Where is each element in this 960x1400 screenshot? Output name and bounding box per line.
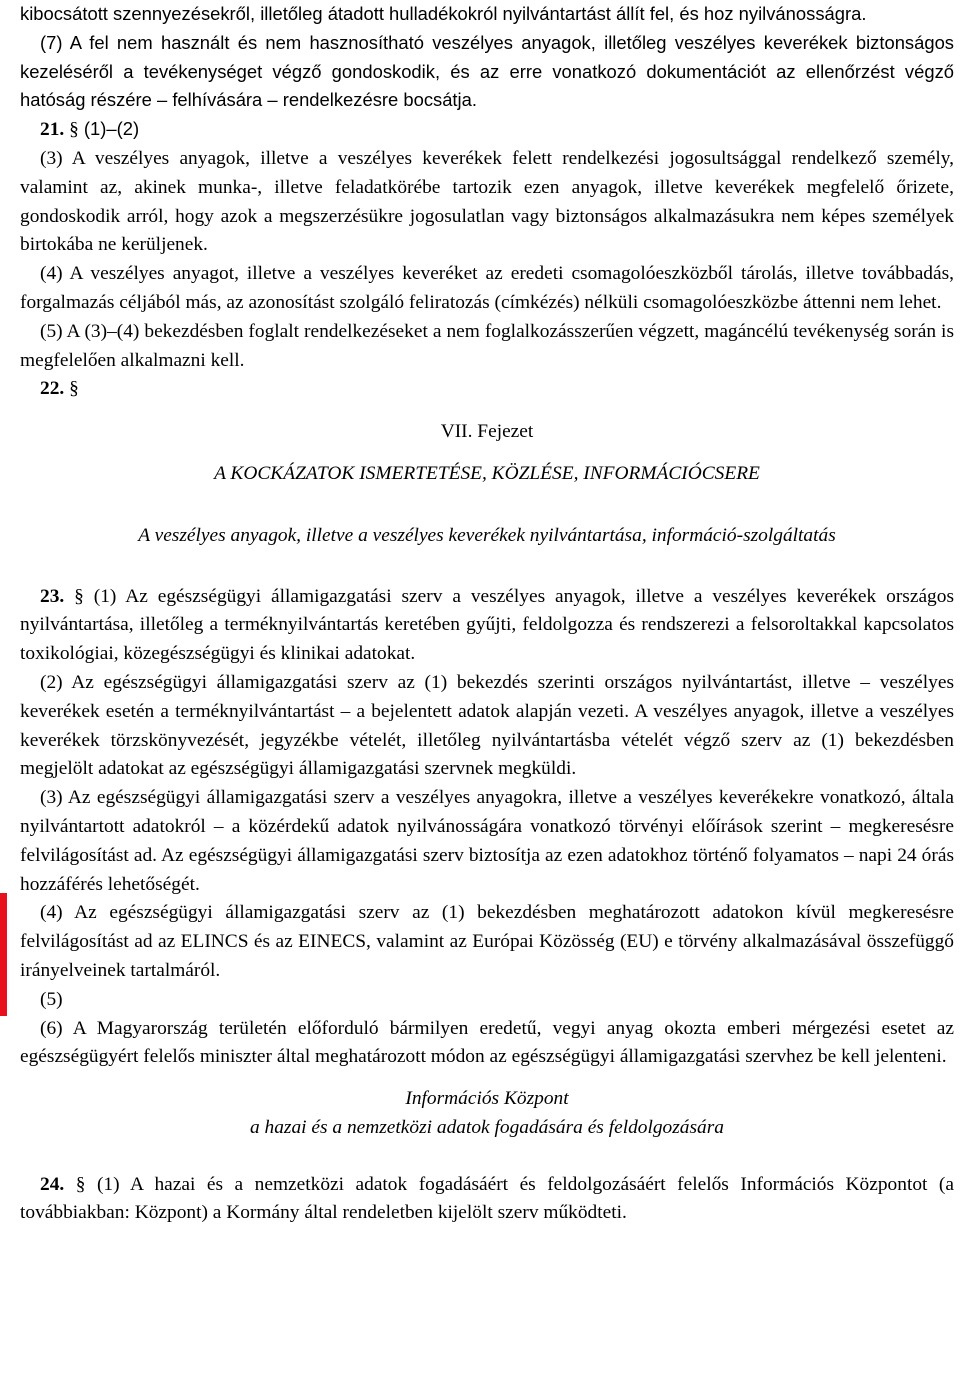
section-symbol: §	[69, 119, 79, 141]
section-24-paragraph-1-text: (1) A hazai és a nemzetközi adatok fogadásáért és feldolgozásáért felelős Információs Központot (a továbbiakban: Központ) a Kormány által rendeletben kijelölt szerv működteti.	[20, 1173, 954, 1224]
section-23-paragraph-5: (5)	[40, 988, 63, 1010]
section-23-paragraph-6: (6) A Magyarország területén előforduló bármilyen eredetű, vegyi anyag okozta emberi mérgezési esetet az egészségügyért felelős miniszter által meghatározott módon az egészségügyi államigazgatási szervhez be kell jelenteni.	[20, 1017, 954, 1068]
section-number: 24.	[40, 1173, 65, 1195]
chapter-subtitle: A veszélyes anyagok, illetve a veszélyes keverékek nyilvántartása, információ-szolgáltatás	[138, 524, 836, 546]
chapter-title: A KOCKÁZATOK ISMERTETÉSE, KÖZLÉSE, INFORMÁCIÓCSERE	[214, 462, 760, 484]
section-23-paragraph-1-text: (1) Az egészségügyi államigazgatási szerv a veszélyes anyagok, illetve a veszélyes keverékek országos nyilvántartása, illetőleg a terméknyilvántartás keretében gyűjti, feldolgozza és rendszerezi a felsoroltakkal kapcsolatos toxikológiai, közegészségügyi és klinikai adatokat.	[20, 585, 954, 665]
section-number: 21.	[40, 119, 65, 141]
section-21-paragraph-4: (4) A veszélyes anyagot, illetve a veszélyes keveréket az eredeti csomagolóeszközből tárolás, illetve továbbadás, forgalmazás céljából más, az azonosítást szolgáló feliratozás (címkézés) nélküli csomagolóeszközbe áttenni nem lehet.	[20, 263, 954, 313]
section-21-paragraph-3: (3) A veszélyes anyagok, illetve a veszélyes keverékek felett rendelkezési jogosultsággal rendelkező személy, valamint az, akinek munka-, illetve feladatkörébe tartozik ezen anyagok, illetve keverékek megfelelő őrizete, gondoskodik arról, hogy azok a megszerzésükre jogosulatlan vagy biztonságos alkalmazásukra nem képes személyek birtokába ne kerüljenek.	[20, 147, 954, 256]
section-21-repealed: (1)–(2)	[78, 118, 140, 140]
section-number: 22.	[40, 378, 65, 400]
section-symbol: §	[74, 585, 84, 607]
paragraph-7: (7) A fel nem használt és nem hasznosítható veszélyes anyagok, illetőleg veszélyes keverékek biztonságos kezeléséről a tevékenységet végző gondoskodik, és az erre vonatkozó dokumentációt az ellenőrzést végző hatóság részére – felhívására – rendelkezésre bocsátja.	[20, 31, 954, 111]
subheading-title: Információs Központ	[405, 1088, 569, 1110]
section-23-paragraph-1	[20, 583, 954, 669]
section-22-heading	[20, 375, 954, 404]
section-23-paragraph-4: (4) Az egészségügyi államigazgatási szerv az (1) bekezdésben meghatározott adatokon kívül megkeresésre felvilágosítást ad az ELINCS és az EINECS, valamint az Európai Közösség (EU) e törvény alkalmazásával összefüggő irányelveinek tartalmáról.	[20, 902, 954, 981]
section-number: 23.	[40, 585, 65, 607]
section-23-paragraph-2: (2) Az egészségügyi államigazgatási szerv az (1) bekezdés szerinti országos nyilvántartást, illetve – veszélyes keverékek esetén a terméknyilvántartást – a bejelentett adatok alapján vezeti. A veszélyes anyagok, illetve a veszélyes keverékek törzskönyvezését, jegyzékbe vételét, illetőleg nyilvántartásba vételét végző szerv az (1) bekezdésben megjelölt adatokat az egészségügyi államigazgatási szervnek megküldi.	[20, 671, 954, 780]
change-bar	[0, 893, 7, 1016]
section-21-paragraph-5: (5) A (3)–(4) bekezdésben foglalt rendelkezéseket a nem foglalkozásszerűen végzett, magáncélú tevékenység során is megfelelően alkalmazni kell.	[20, 320, 954, 371]
section-24-paragraph-1	[20, 1171, 954, 1229]
section-symbol: §	[69, 378, 79, 400]
section-symbol: §	[75, 1173, 86, 1195]
section-23-paragraph-3: (3) Az egészségügyi államigazgatási szerv a veszélyes anyagokra, illetve a veszélyes keverékekre vonatkozó, általa nyilvántartott adatokról – a közérdekű adatok nyilvánosságára vonatkozó törvényi előírások szerint – megkeresésre felvilágosítást ad. Az egészségügyi államigazgatási szerv biztosítja az ezen adatokhoz történő folyamatos – napi 24 órás hozzáférés lehetőségét.	[20, 787, 954, 895]
chapter-label: VII. Fejezet	[440, 421, 534, 443]
subheading-subtitle: a hazai és a nemzetközi adatok fogadására és feldolgozására	[250, 1116, 724, 1138]
paragraph-continuation: kibocsátott szennyezésekről, illetőleg átadott hulladékokról nyilvántartást állít fel, és hoz nyilvánosságra.	[20, 3, 867, 24]
document-page	[20, 0, 954, 1228]
section-21-heading	[20, 115, 954, 145]
